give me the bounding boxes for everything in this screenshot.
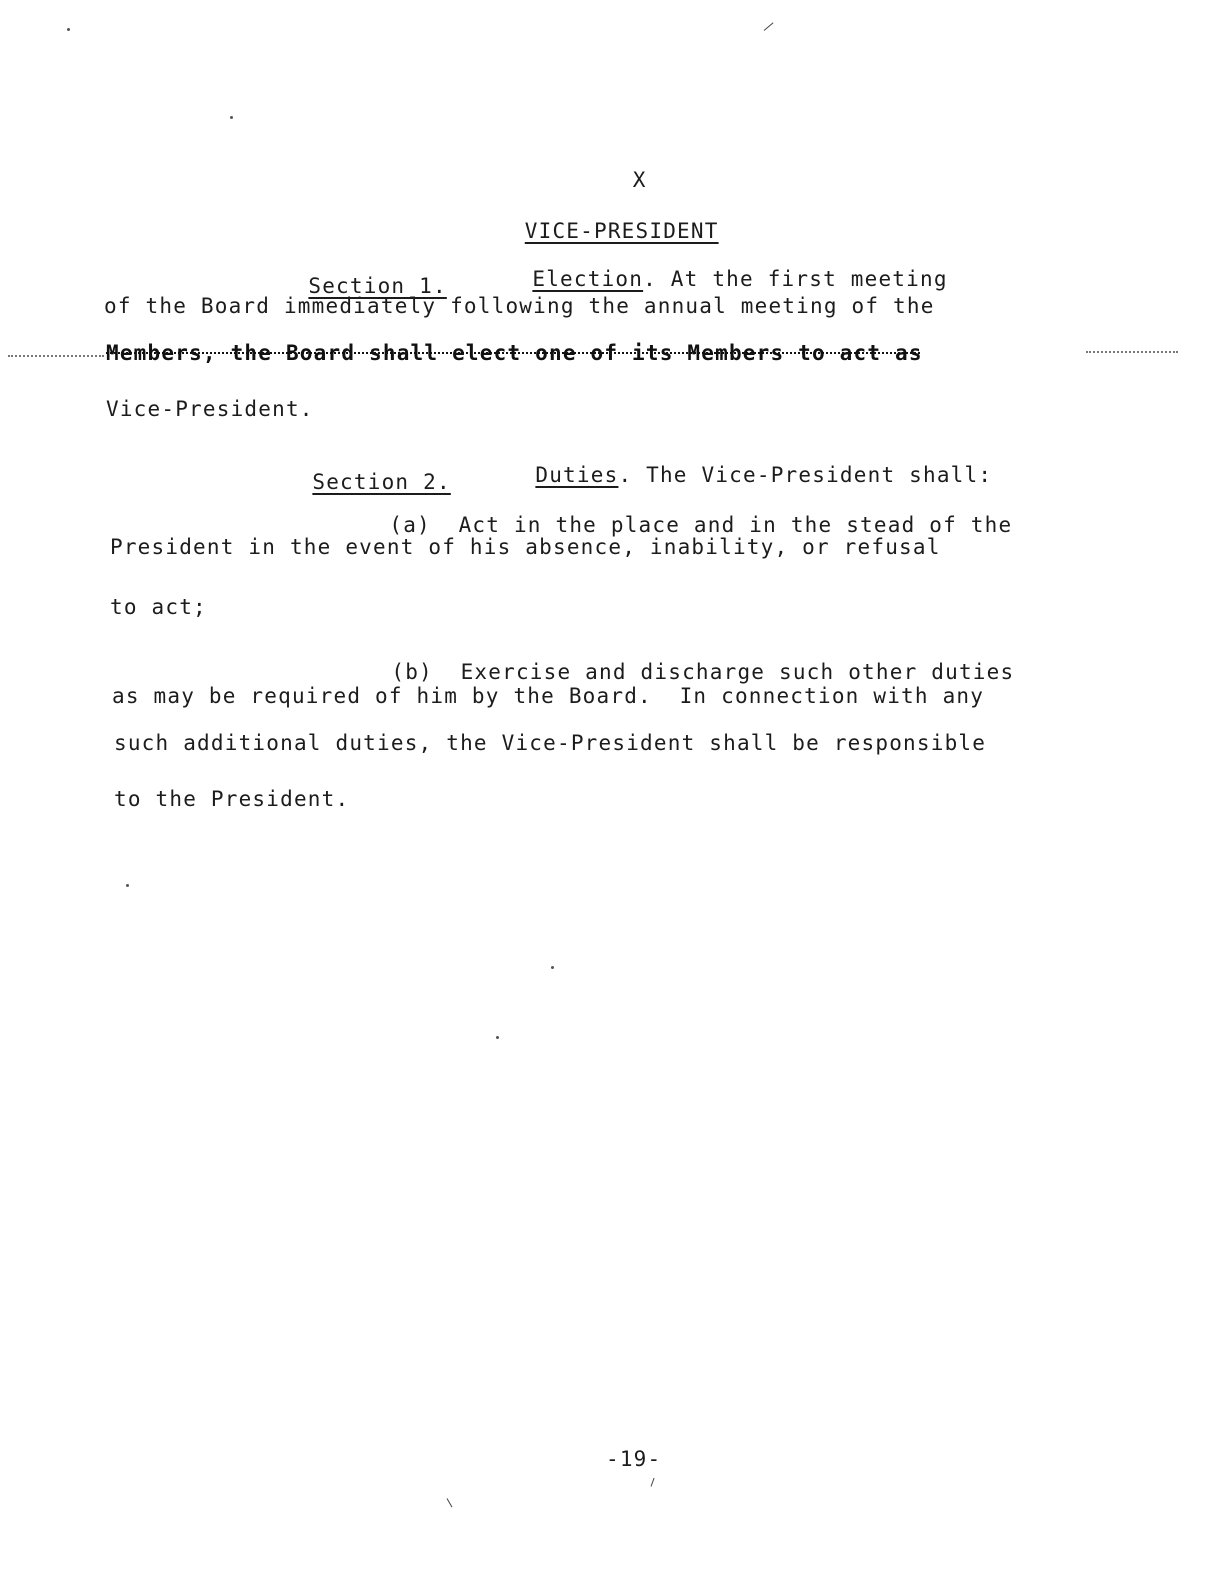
clause-b-line-1: Exercise and discharge such other duties bbox=[460, 660, 1015, 684]
scan-mark bbox=[447, 1498, 453, 1507]
scan-leader-right bbox=[1086, 351, 1178, 353]
section1-line-4: Vice-President. bbox=[106, 397, 314, 421]
scan-speck bbox=[230, 116, 233, 119]
clause-a-line-1: Act in the place and in the stead of the bbox=[458, 513, 1013, 537]
clause-b-line-3: such additional duties, the Vice-President shall be responsible bbox=[114, 731, 987, 755]
section2-label-text: Section 2. bbox=[312, 470, 451, 494]
section1-lead: . At the first meeting bbox=[643, 267, 948, 291]
clause-b-line-4: to the President. bbox=[114, 787, 350, 811]
page-number bbox=[0, 1420, 1218, 1498]
section1-line-2: of the Board immediately following the annual meeting of the bbox=[104, 294, 935, 318]
scan-speck bbox=[551, 966, 554, 969]
scan-leader-left bbox=[8, 355, 104, 357]
scan-speck bbox=[496, 1036, 499, 1039]
clause-a-line-2: President in the event of his absence, inability, or refusal bbox=[110, 535, 941, 559]
scan-speck bbox=[126, 884, 129, 887]
section1-label-text: Section 1. bbox=[308, 274, 447, 298]
section2-lead: . The Vice-President shall: bbox=[618, 463, 993, 487]
article-title-text: VICE-PRESIDENT bbox=[524, 219, 719, 243]
clause-a-marker: (a) bbox=[389, 513, 431, 537]
clause-b-line-2: as may be required of him by the Board. In connection with any bbox=[112, 684, 985, 708]
clause-b-marker: (b) bbox=[391, 660, 433, 684]
scan-speck bbox=[67, 28, 70, 31]
section1-line-3: Members, the Board shall elect one of its Members to act as bbox=[106, 341, 923, 365]
scan-mark bbox=[764, 22, 774, 30]
section1-topic: Election bbox=[532, 267, 644, 291]
clause-a-line-3: to act; bbox=[110, 595, 207, 619]
section2-topic: Duties bbox=[535, 463, 619, 487]
page-number-text: -19- bbox=[606, 1447, 662, 1471]
article-number-text: X bbox=[632, 168, 647, 192]
